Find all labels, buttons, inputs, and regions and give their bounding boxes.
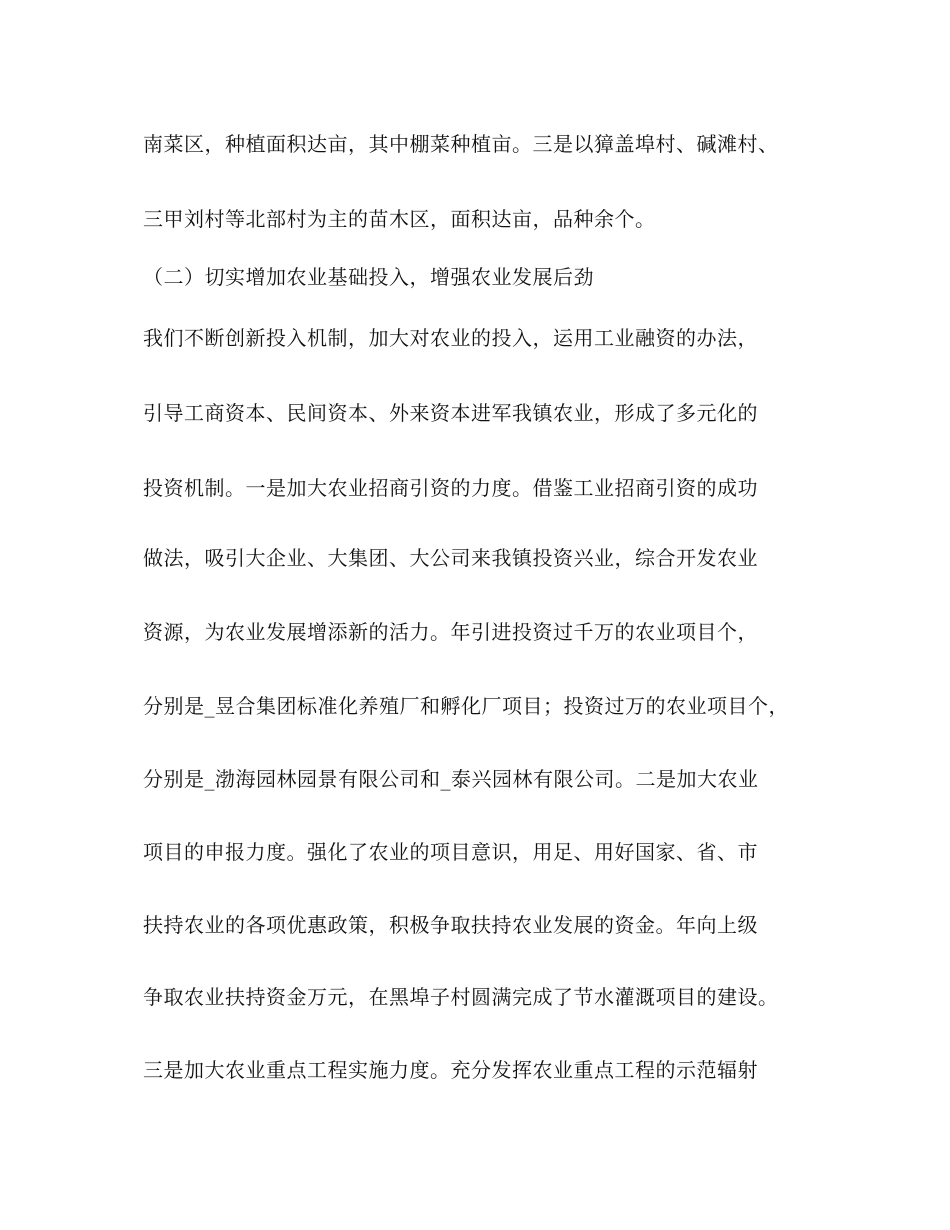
text-line: 争取农业扶持资金万元，在黑埠子村圆满完成了节水灌溉项目的建设。 (143, 985, 779, 1009)
text-line: 扶持农业的各项优惠政策，积极争取扶持农业发展的资金。年向上级 (143, 913, 758, 937)
text-line: 南菜区，种植面积达亩，其中棚菜种植亩。三是以獐盖埠村、碱滩村、 (143, 132, 779, 156)
text-line: 分别是_昱合集团标准化养殖厂和孵化厂项目；投资过万的农业项目个， (143, 694, 789, 718)
text-line: 资源，为农业发展增添新的活力。年引进投资过千万的农业项目个， (143, 620, 758, 644)
text-line: 三甲刘村等北部村为主的苗木区，面积达亩，品种余个。 (143, 207, 656, 231)
section-heading: （二）切实增加农业基础投入，增强农业发展后劲 (143, 265, 594, 289)
text-line: 投资机制。一是加大农业招商引资的力度。借鉴工业招商引资的成功 (143, 476, 758, 500)
text-line: 做法，吸引大企业、大集团、大公司来我镇投资兴业，综合开发农业 (143, 546, 758, 570)
text-line: 分别是_渤海园林园景有限公司和_泰兴园林有限公司。二是加大农业 (143, 767, 759, 791)
text-line: 项目的申报力度。强化了农业的项目意识，用足、用好国家、省、市 (143, 840, 758, 864)
text-line: 引导工商资本、民间资本、外来资本进军我镇农业，形成了多元化的 (143, 401, 758, 425)
text-line: 我们不断创新投入机制，加大对农业的投入，运用工业融资的办法， (143, 326, 758, 350)
text-line: 三是加大农业重点工程实施力度。充分发挥农业重点工程的示范辐射 (143, 1058, 758, 1082)
